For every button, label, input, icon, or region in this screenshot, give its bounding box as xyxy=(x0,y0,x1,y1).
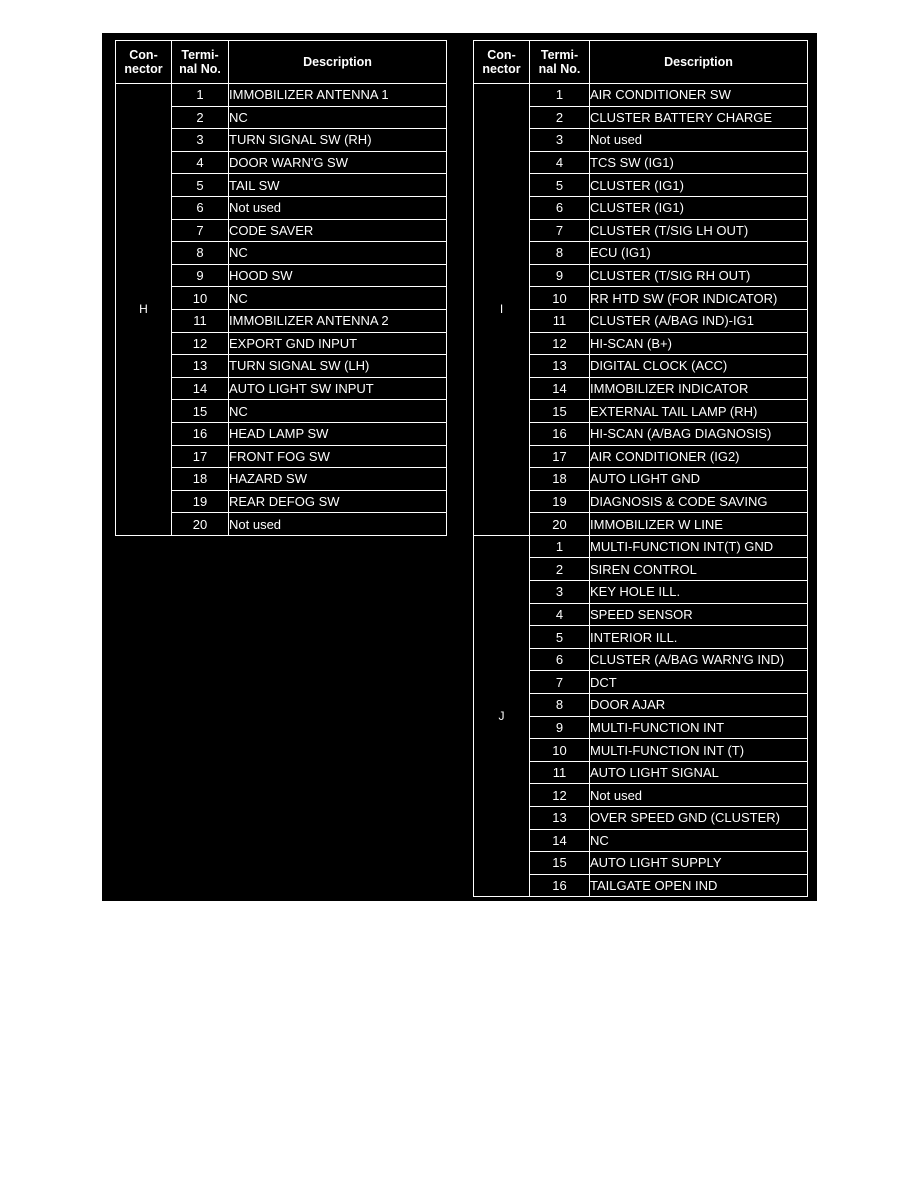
description-cell: REAR DEFOG SW xyxy=(229,490,447,513)
description-cell: CLUSTER (IG1) xyxy=(590,174,808,197)
connector-header: Con- nector xyxy=(474,41,530,84)
connector-table-right xyxy=(473,40,808,897)
description-cell: AUTO LIGHT SUPPLY xyxy=(590,852,808,875)
terminal-cell: 20 xyxy=(172,513,229,536)
description-header: Description xyxy=(229,41,447,84)
description-cell: EXTERNAL TAIL LAMP (RH) xyxy=(590,400,808,423)
header-row xyxy=(116,41,447,84)
description-cell: DOOR WARN'G SW xyxy=(229,151,447,174)
description-cell: IMMOBILIZER W LINE xyxy=(590,513,808,536)
description-cell: AUTO LIGHT SIGNAL xyxy=(590,761,808,784)
description-cell: Not used xyxy=(229,196,447,219)
terminal-cell: 16 xyxy=(530,422,590,445)
terminal-cell: 1 xyxy=(530,84,590,107)
description-cell: HOOD SW xyxy=(229,264,447,287)
description-cell: DCT xyxy=(590,671,808,694)
description-cell: NC xyxy=(229,287,447,310)
description-cell: NC xyxy=(590,829,808,852)
description-cell: CLUSTER BATTERY CHARGE xyxy=(590,106,808,129)
terminal-cell: 2 xyxy=(172,106,229,129)
description-cell: IMMOBILIZER INDICATOR xyxy=(590,377,808,400)
description-cell: EXPORT GND INPUT xyxy=(229,332,447,355)
description-cell: RR HTD SW (FOR INDICATOR) xyxy=(590,287,808,310)
connector-cell: H xyxy=(116,84,172,536)
terminal-cell: 14 xyxy=(172,377,229,400)
terminal-cell: 7 xyxy=(172,219,229,242)
description-cell: TCS SW (IG1) xyxy=(590,151,808,174)
table-row xyxy=(474,84,808,107)
terminal-cell: 15 xyxy=(172,400,229,423)
description-cell: SPEED SENSOR xyxy=(590,603,808,626)
terminal-cell: 10 xyxy=(530,739,590,762)
terminal-cell: 14 xyxy=(530,377,590,400)
description-cell: CLUSTER (IG1) xyxy=(590,196,808,219)
terminal-cell: 13 xyxy=(530,807,590,830)
description-cell: INTERIOR ILL. xyxy=(590,626,808,649)
description-cell: HAZARD SW xyxy=(229,468,447,491)
terminal-cell: 11 xyxy=(172,309,229,332)
description-cell: HI-SCAN (B+) xyxy=(590,332,808,355)
terminal-cell: 16 xyxy=(530,874,590,897)
description-cell: HEAD LAMP SW xyxy=(229,422,447,445)
terminal-cell: 9 xyxy=(530,716,590,739)
terminal-cell: 13 xyxy=(172,355,229,378)
description-cell: ECU (IG1) xyxy=(590,242,808,265)
connector-header: Con- nector xyxy=(116,41,172,84)
description-cell: TAIL SW xyxy=(229,174,447,197)
table-row xyxy=(474,535,808,558)
terminal-cell: 8 xyxy=(530,242,590,265)
terminal-cell: 2 xyxy=(530,558,590,581)
terminal-cell: 8 xyxy=(530,694,590,717)
description-cell: TURN SIGNAL SW (RH) xyxy=(229,129,447,152)
terminal-cell: 6 xyxy=(172,196,229,219)
terminal-cell: 6 xyxy=(530,196,590,219)
description-cell: DOOR AJAR xyxy=(590,694,808,717)
terminal-cell: 15 xyxy=(530,400,590,423)
description-cell: NC xyxy=(229,242,447,265)
header-row xyxy=(474,41,808,84)
description-cell: OVER SPEED GND (CLUSTER) xyxy=(590,807,808,830)
terminal-cell: 15 xyxy=(530,852,590,875)
terminal-cell: 3 xyxy=(530,581,590,604)
description-cell: NC xyxy=(229,106,447,129)
terminal-header: Termi- nal No. xyxy=(172,41,229,84)
table-body xyxy=(474,84,808,897)
terminal-cell: 9 xyxy=(172,264,229,287)
description-cell: TAILGATE OPEN IND xyxy=(590,874,808,897)
terminal-cell: 7 xyxy=(530,219,590,242)
connector-table-left xyxy=(115,40,447,536)
description-cell: FRONT FOG SW xyxy=(229,445,447,468)
terminal-cell: 12 xyxy=(172,332,229,355)
terminal-cell: 11 xyxy=(530,309,590,332)
terminal-cell: 3 xyxy=(530,129,590,152)
terminal-cell: 11 xyxy=(530,761,590,784)
terminal-cell: 4 xyxy=(530,603,590,626)
description-cell: CLUSTER (T/SIG LH OUT) xyxy=(590,219,808,242)
description-cell: CLUSTER (A/BAG WARN'G IND) xyxy=(590,648,808,671)
terminal-cell: 7 xyxy=(530,671,590,694)
terminal-cell: 6 xyxy=(530,648,590,671)
terminal-cell: 20 xyxy=(530,513,590,536)
description-cell: IMMOBILIZER ANTENNA 2 xyxy=(229,309,447,332)
terminal-cell: 10 xyxy=(172,287,229,310)
description-cell: AIR CONDITIONER (IG2) xyxy=(590,445,808,468)
description-cell: MULTI-FUNCTION INT xyxy=(590,716,808,739)
terminal-cell: 17 xyxy=(172,445,229,468)
terminal-cell: 1 xyxy=(172,84,229,107)
description-cell: CLUSTER (A/BAG IND)-IG1 xyxy=(590,309,808,332)
description-cell: AUTO LIGHT GND xyxy=(590,468,808,491)
terminal-cell: 8 xyxy=(172,242,229,265)
description-cell: DIGITAL CLOCK (ACC) xyxy=(590,355,808,378)
terminal-cell: 18 xyxy=(530,468,590,491)
description-cell: Not used xyxy=(590,784,808,807)
terminal-cell: 12 xyxy=(530,332,590,355)
terminal-cell: 18 xyxy=(172,468,229,491)
description-cell: CODE SAVER xyxy=(229,219,447,242)
terminal-cell: 10 xyxy=(530,287,590,310)
terminal-cell: 4 xyxy=(530,151,590,174)
description-cell: DIAGNOSIS & CODE SAVING xyxy=(590,490,808,513)
table-row xyxy=(116,84,447,107)
terminal-cell: 5 xyxy=(530,174,590,197)
terminal-cell: 1 xyxy=(530,535,590,558)
description-cell: KEY HOLE ILL. xyxy=(590,581,808,604)
description-cell: AUTO LIGHT SW INPUT xyxy=(229,377,447,400)
terminal-cell: 9 xyxy=(530,264,590,287)
description-cell: CLUSTER (T/SIG RH OUT) xyxy=(590,264,808,287)
description-cell: NC xyxy=(229,400,447,423)
terminal-header: Termi- nal No. xyxy=(530,41,590,84)
description-cell: SIREN CONTROL xyxy=(590,558,808,581)
description-cell: TURN SIGNAL SW (LH) xyxy=(229,355,447,378)
description-cell: HI-SCAN (A/BAG DIAGNOSIS) xyxy=(590,422,808,445)
description-cell: IMMOBILIZER ANTENNA 1 xyxy=(229,84,447,107)
connector-cell: I xyxy=(474,84,530,536)
connector-cell: J xyxy=(474,535,530,897)
terminal-cell: 13 xyxy=(530,355,590,378)
terminal-cell: 2 xyxy=(530,106,590,129)
terminal-cell: 3 xyxy=(172,129,229,152)
terminal-cell: 17 xyxy=(530,445,590,468)
description-cell: Not used xyxy=(229,513,447,536)
terminal-cell: 5 xyxy=(530,626,590,649)
description-cell: AIR CONDITIONER SW xyxy=(590,84,808,107)
description-cell: MULTI-FUNCTION INT (T) xyxy=(590,739,808,762)
terminal-cell: 19 xyxy=(530,490,590,513)
description-cell: Not used xyxy=(590,129,808,152)
terminal-cell: 12 xyxy=(530,784,590,807)
terminal-cell: 5 xyxy=(172,174,229,197)
description-header: Description xyxy=(590,41,808,84)
description-cell: MULTI-FUNCTION INT(T) GND xyxy=(590,535,808,558)
terminal-cell: 4 xyxy=(172,151,229,174)
terminal-cell: 14 xyxy=(530,829,590,852)
table-body xyxy=(116,84,447,536)
terminal-cell: 19 xyxy=(172,490,229,513)
terminal-cell: 16 xyxy=(172,422,229,445)
